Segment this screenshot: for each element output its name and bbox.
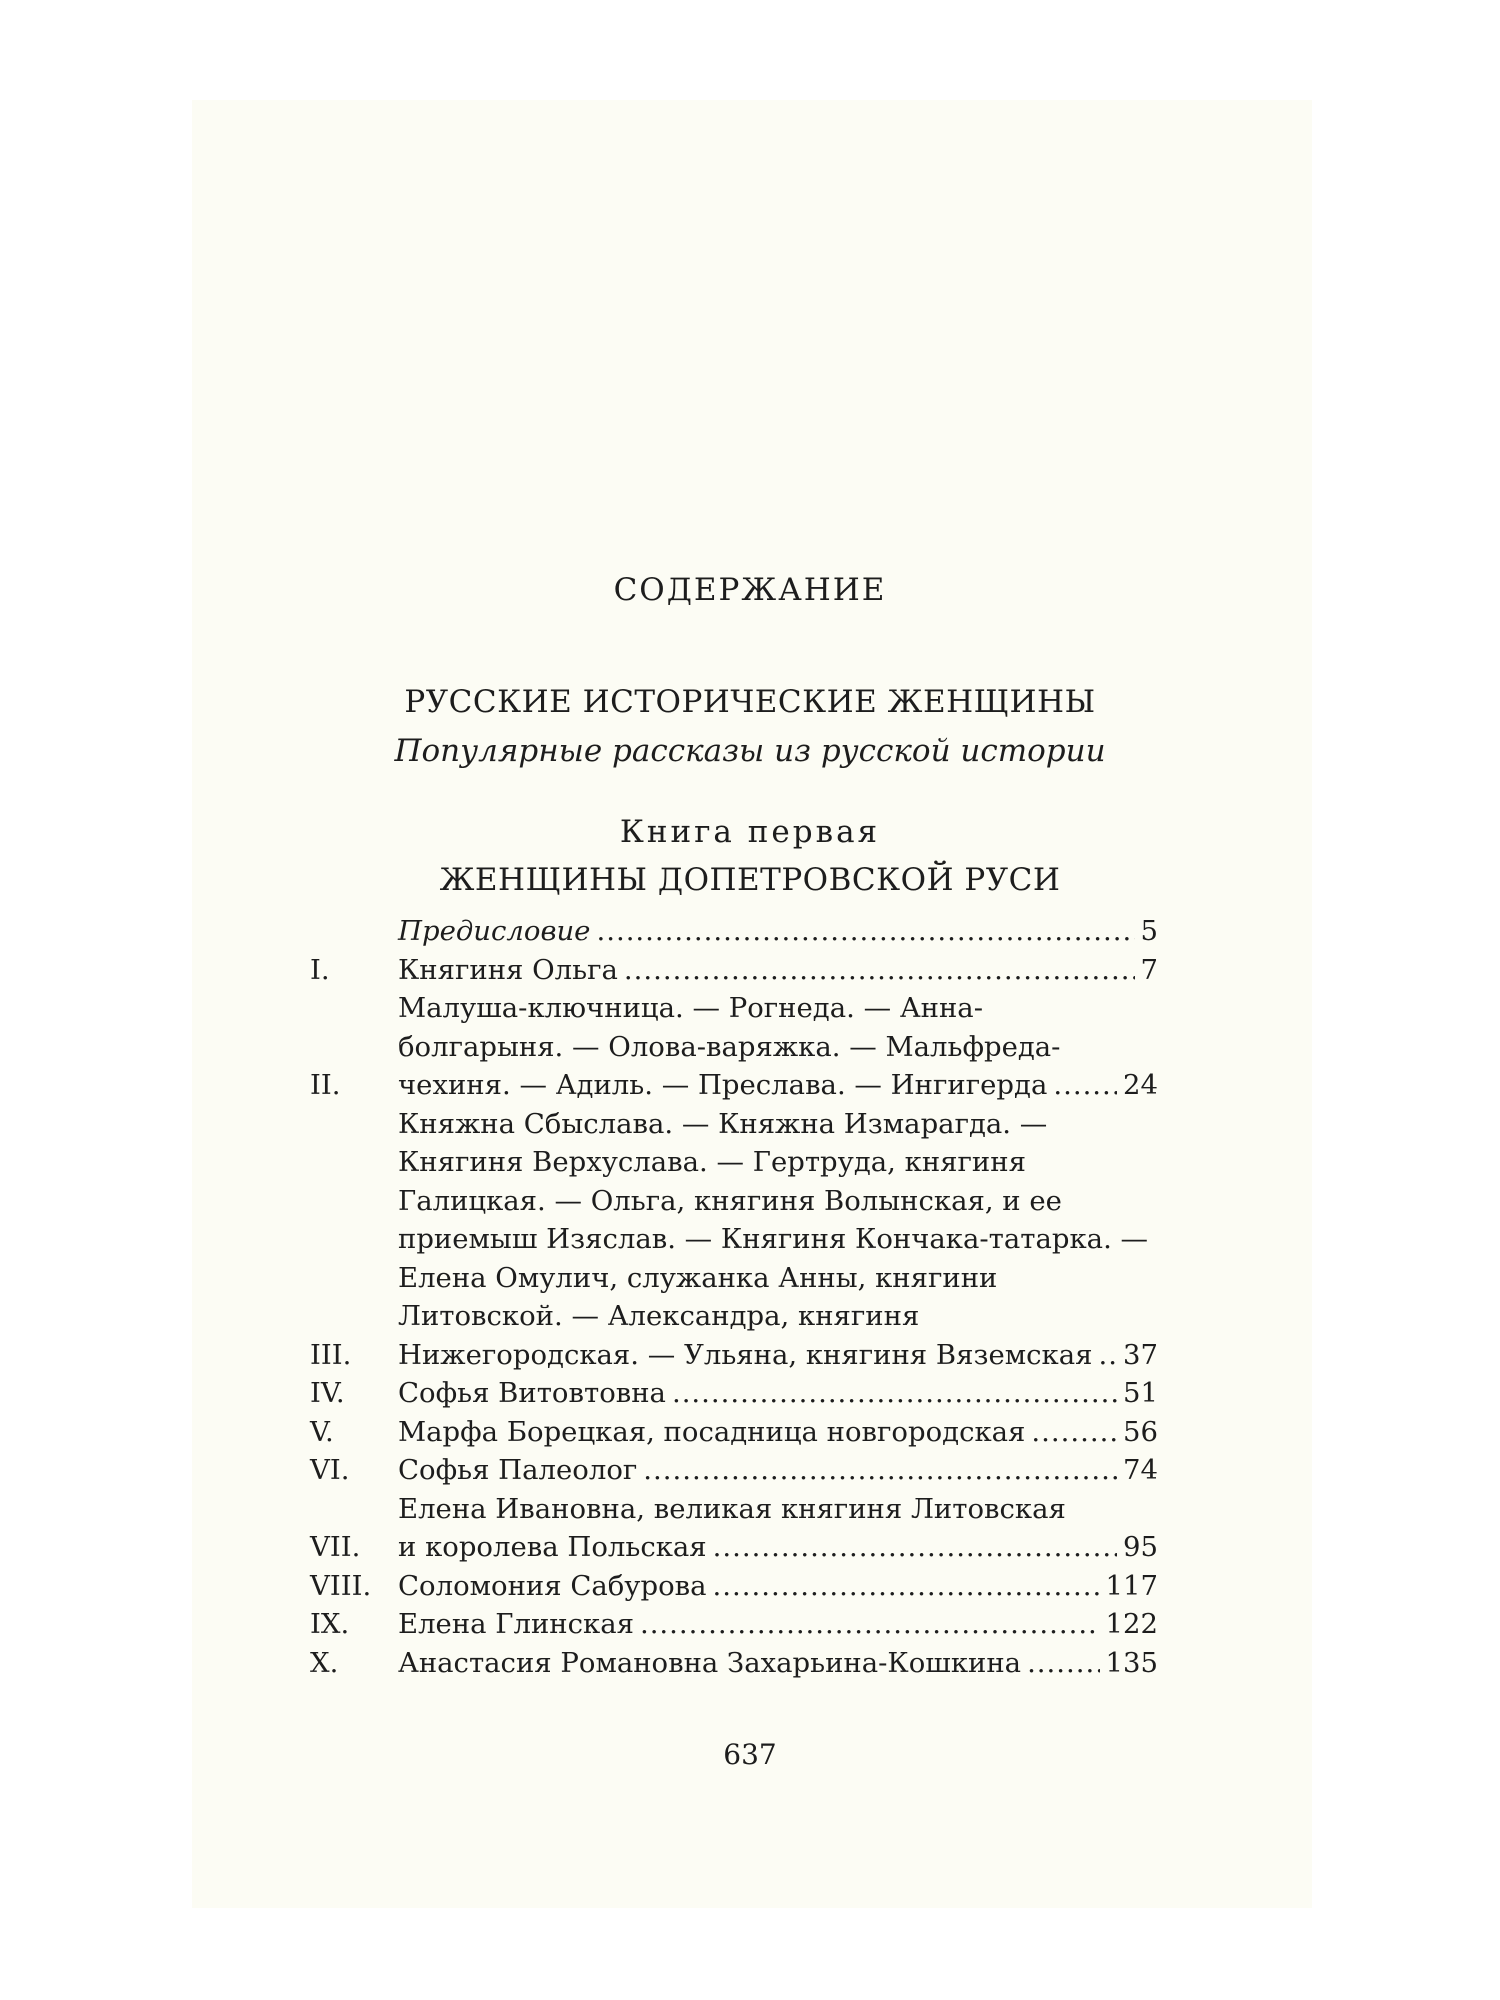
toc-entry: [310, 1413, 1158, 1452]
contents-heading: СОДЕРЖАНИЕ: [613, 572, 887, 608]
toc-entry-title-line: Елена Глинская: [398, 1608, 634, 1640]
toc-entry-number: V.: [310, 1415, 334, 1448]
toc-entry-title-line: Княгиня Ольга: [398, 953, 618, 986]
toc-entry: [310, 1490, 1158, 1567]
work-subtitle: Популярные рассказы из русской истории: [394, 733, 1106, 769]
dot-leader: [713, 1567, 1100, 1606]
toc-entry: [310, 1567, 1158, 1606]
toc-entry: [310, 989, 1158, 1105]
toc-entry-page: 5: [1140, 915, 1158, 947]
toc-entry: [310, 951, 1158, 990]
dot-leader: [672, 1374, 1117, 1413]
toc-entry: [310, 1644, 1158, 1683]
toc-entry-page: 74: [1123, 1454, 1158, 1486]
toc-entry-page: 95: [1123, 1531, 1158, 1563]
toc-entry-title-line: Елена Омулич, служанка Анны, княгини: [398, 1261, 998, 1294]
toc-entry-number: X.: [310, 1646, 339, 1679]
work-title: РУССКИЕ ИСТОРИЧЕСКИЕ ЖЕНЩИНЫ: [404, 684, 1096, 720]
toc-entry-page: 56: [1123, 1415, 1158, 1448]
toc-entry-title-line: Литовской. — Александра, княгиня: [398, 1300, 920, 1332]
toc-entry-number: III.: [310, 1338, 352, 1371]
toc-entry: [310, 1605, 1158, 1644]
toc-entry-title-line: чехиня. — Адиль. — Преслава. — Ингигерда: [398, 1069, 1048, 1101]
toc-entry-page: 135: [1105, 1646, 1158, 1679]
toc-entry-title-line: Марфа Борецкая, посадница новгородская: [398, 1415, 1026, 1448]
table-of-contents: [310, 912, 1158, 1682]
toc-entry-number: IX.: [310, 1608, 350, 1640]
dot-leader: [624, 951, 1135, 990]
dot-leader: [1053, 1066, 1117, 1105]
toc-entry-page: 51: [1123, 1377, 1158, 1409]
toc-entry-number: II.: [310, 1069, 341, 1101]
dot-leader: [640, 1605, 1100, 1644]
toc-entry-title-line: Софья Витовтовна: [398, 1377, 666, 1409]
toc-entry-title-line: Галицкая. — Ольга, княгиня Волынская, и ее: [398, 1184, 1062, 1217]
toc-entry-page: 122: [1105, 1608, 1158, 1640]
toc-entry-title-line: Малуша-ключница. — Рогнеда. — Анна-: [398, 992, 983, 1024]
toc-entry-title-line: и королева Польская: [398, 1531, 707, 1563]
toc-entry-number: IV.: [310, 1377, 345, 1409]
toc-entry-number: VII.: [310, 1531, 361, 1563]
dot-leader: [1098, 1336, 1117, 1375]
toc-entry-title-line: приемыш Изяслав. — Княгиня Кончака-татарка. —: [398, 1223, 1149, 1255]
toc-entry-page: 24: [1123, 1069, 1158, 1101]
dot-leader: [1027, 1644, 1099, 1683]
dot-leader: [643, 1451, 1117, 1490]
book-label: Книга первая: [619, 814, 881, 850]
dot-leader: [1031, 1413, 1117, 1452]
book-name: ЖЕНЩИНЫ ДОПЕТРОВСКОЙ РУСИ: [439, 862, 1061, 898]
toc-entry-number: VIII.: [310, 1569, 372, 1602]
toc-entry-title-line: Елена Ивановна, великая княгиня Литовская: [398, 1492, 1066, 1525]
toc-entry: [310, 1451, 1158, 1490]
page-number: 637: [723, 1738, 777, 1771]
toc-entry-title-line: Княжна Сбыслава. — Княжна Измарагда. —: [398, 1107, 1048, 1140]
toc-entry-title-line: Нижегородская. — Ульяна, княгиня Вяземская: [398, 1338, 1093, 1371]
toc-entry: [310, 1374, 1158, 1413]
toc-entry: [310, 912, 1158, 951]
toc-entry-title-line: Княгиня Верхуслава. — Гертруда, княгиня: [398, 1146, 1026, 1178]
toc-entry-title-line: Предисловие: [398, 915, 591, 947]
toc-entry-number: VI.: [310, 1454, 350, 1486]
toc-entry: [310, 1105, 1158, 1375]
toc-entry-title-line: Анастасия Романовна Захарьина-Кошкина: [398, 1646, 1022, 1679]
dot-leader: [596, 912, 1134, 951]
toc-entry-page: 37: [1123, 1338, 1158, 1371]
toc-entry-page: 117: [1105, 1569, 1158, 1602]
toc-entry-number: I.: [310, 953, 330, 986]
dot-leader: [713, 1528, 1117, 1567]
toc-entry-title-line: Софья Палеолог: [398, 1454, 638, 1486]
toc-entry-page: 7: [1140, 953, 1158, 986]
toc-entry-title-line: болгарыня. — Олова-варяжка. — Мальфреда-: [398, 1030, 1061, 1063]
toc-entry-title-line: Соломония Сабурова: [398, 1569, 707, 1602]
